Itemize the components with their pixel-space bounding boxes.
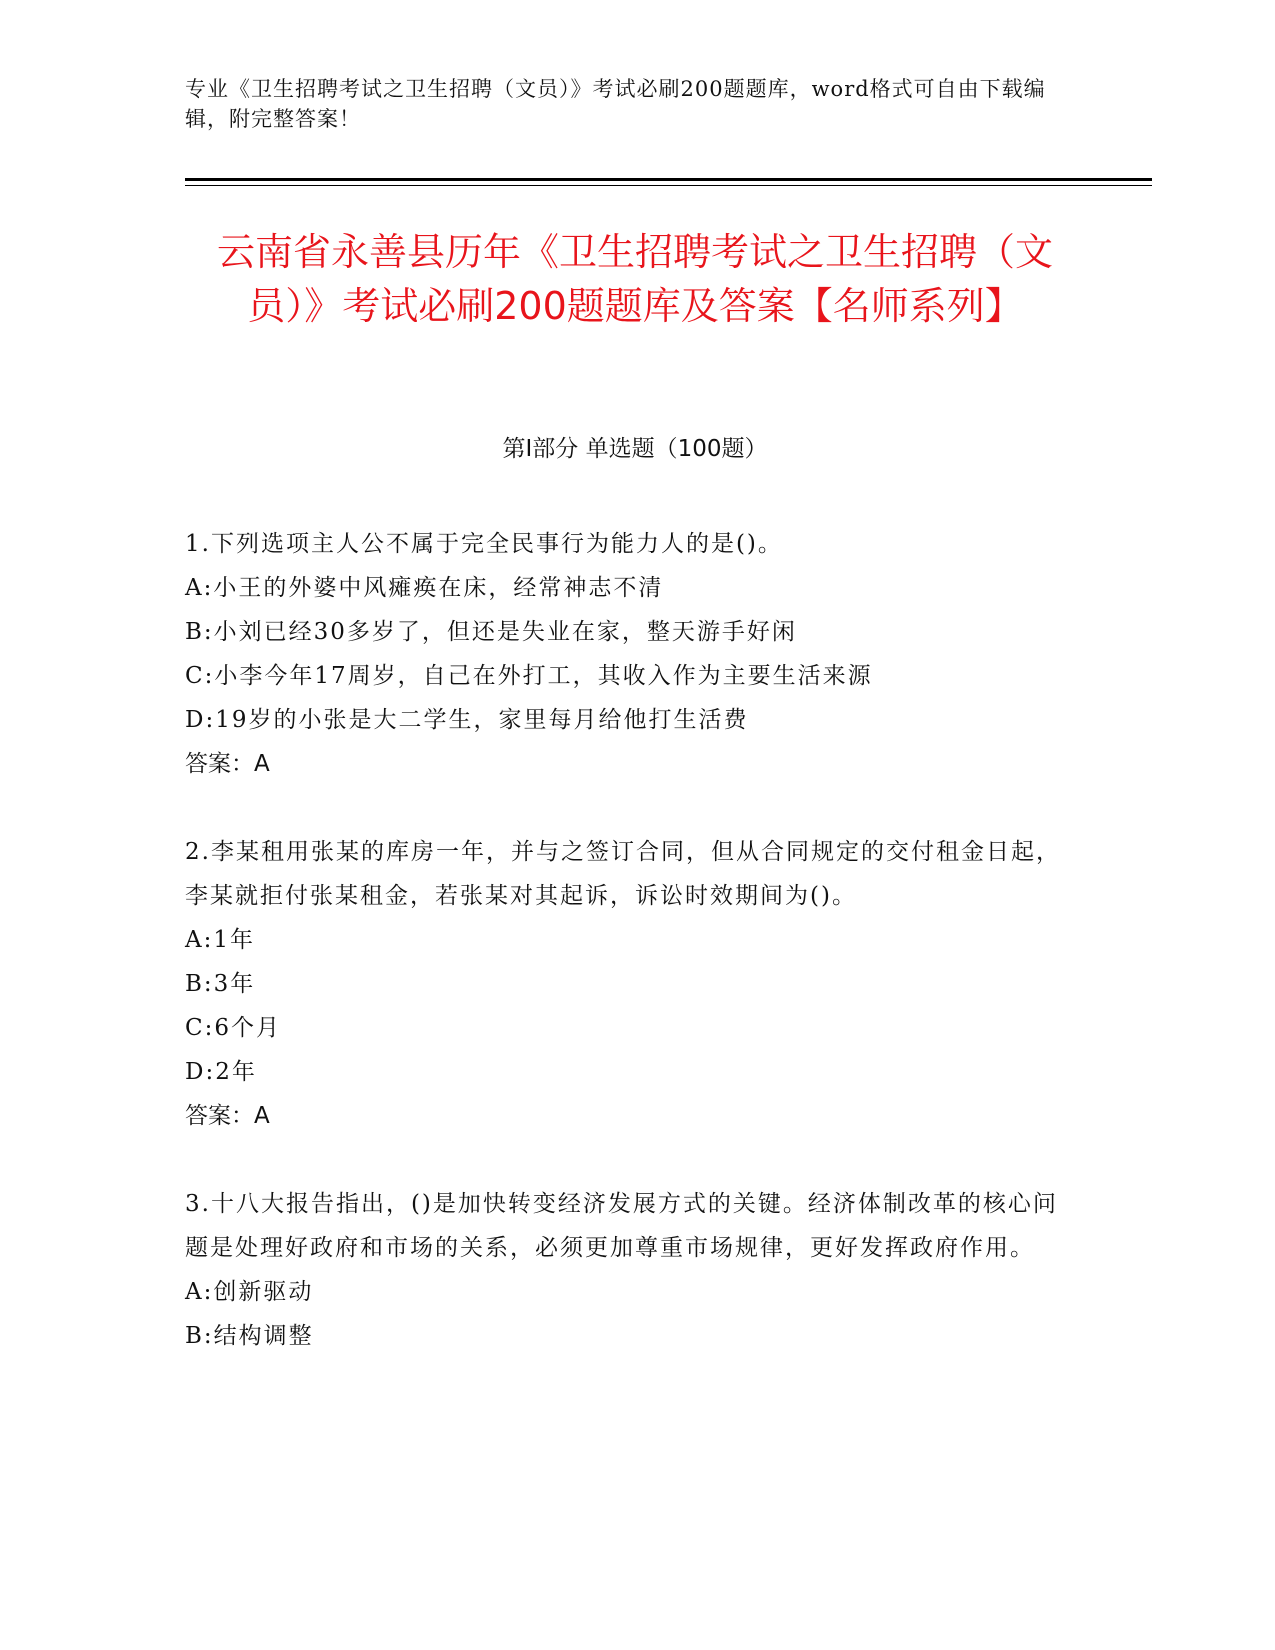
option-a: A:1年 [185, 927, 255, 953]
header-divider-thick [185, 178, 1152, 181]
option-c: C:6个月 [185, 1015, 281, 1041]
document-title: 云南省永善县历年《卫生招聘考试之卫生招聘（文员）》考试必刷200题题库及答案【名师系列】 [216, 230, 1053, 328]
question-text: 1.下列选项主人公不属于完全民事行为能力人的是()。 [185, 531, 783, 557]
question-list [185, 522, 1065, 1402]
option-d: D:2年 [185, 1059, 257, 1085]
question-text: 3.十八大报告指出，()是加快转变经济发展方式的关键。经济体制改革的核心问题是处理好政府和市场的关系，必须更加尊重市场规律，更好发挥政府作用。 [185, 1191, 1058, 1261]
question-2 [185, 830, 1065, 1138]
option-b: B:3年 [185, 971, 256, 997]
question-3 [185, 1182, 1065, 1358]
answer: 答案：A [185, 1103, 270, 1129]
option-c: C:小李今年17周岁，自己在外打工，其收入作为主要生活来源 [185, 663, 873, 689]
option-a: A:创新驱动 [185, 1279, 314, 1305]
question-text: 2.李某租用张某的库房一年，并与之签订合同，但从合同规定的交付租金日起，李某就拒付张某租金，若张某对其起诉，诉讼时效期间为()。 [185, 839, 1061, 909]
header-note: 专业《卫生招聘考试之卫生招聘（文员）》考试必刷200题题库，word格式可自由下载编辑，附完整答案！ [185, 77, 1046, 131]
option-d: D:19岁的小张是大二学生，家里每月给他打生活费 [185, 707, 749, 733]
option-b: B:小刘已经30多岁了，但还是失业在家，整天游手好闲 [185, 619, 797, 645]
option-a: A:小王的外婆中风瘫痪在床，经常神志不清 [185, 575, 664, 601]
option-b: B:结构调整 [185, 1323, 314, 1349]
section-title: 第I部分 单选题（100题） [502, 436, 768, 462]
question-1 [185, 522, 1065, 786]
header-divider-thin [185, 185, 1152, 186]
answer: 答案：A [185, 751, 270, 777]
